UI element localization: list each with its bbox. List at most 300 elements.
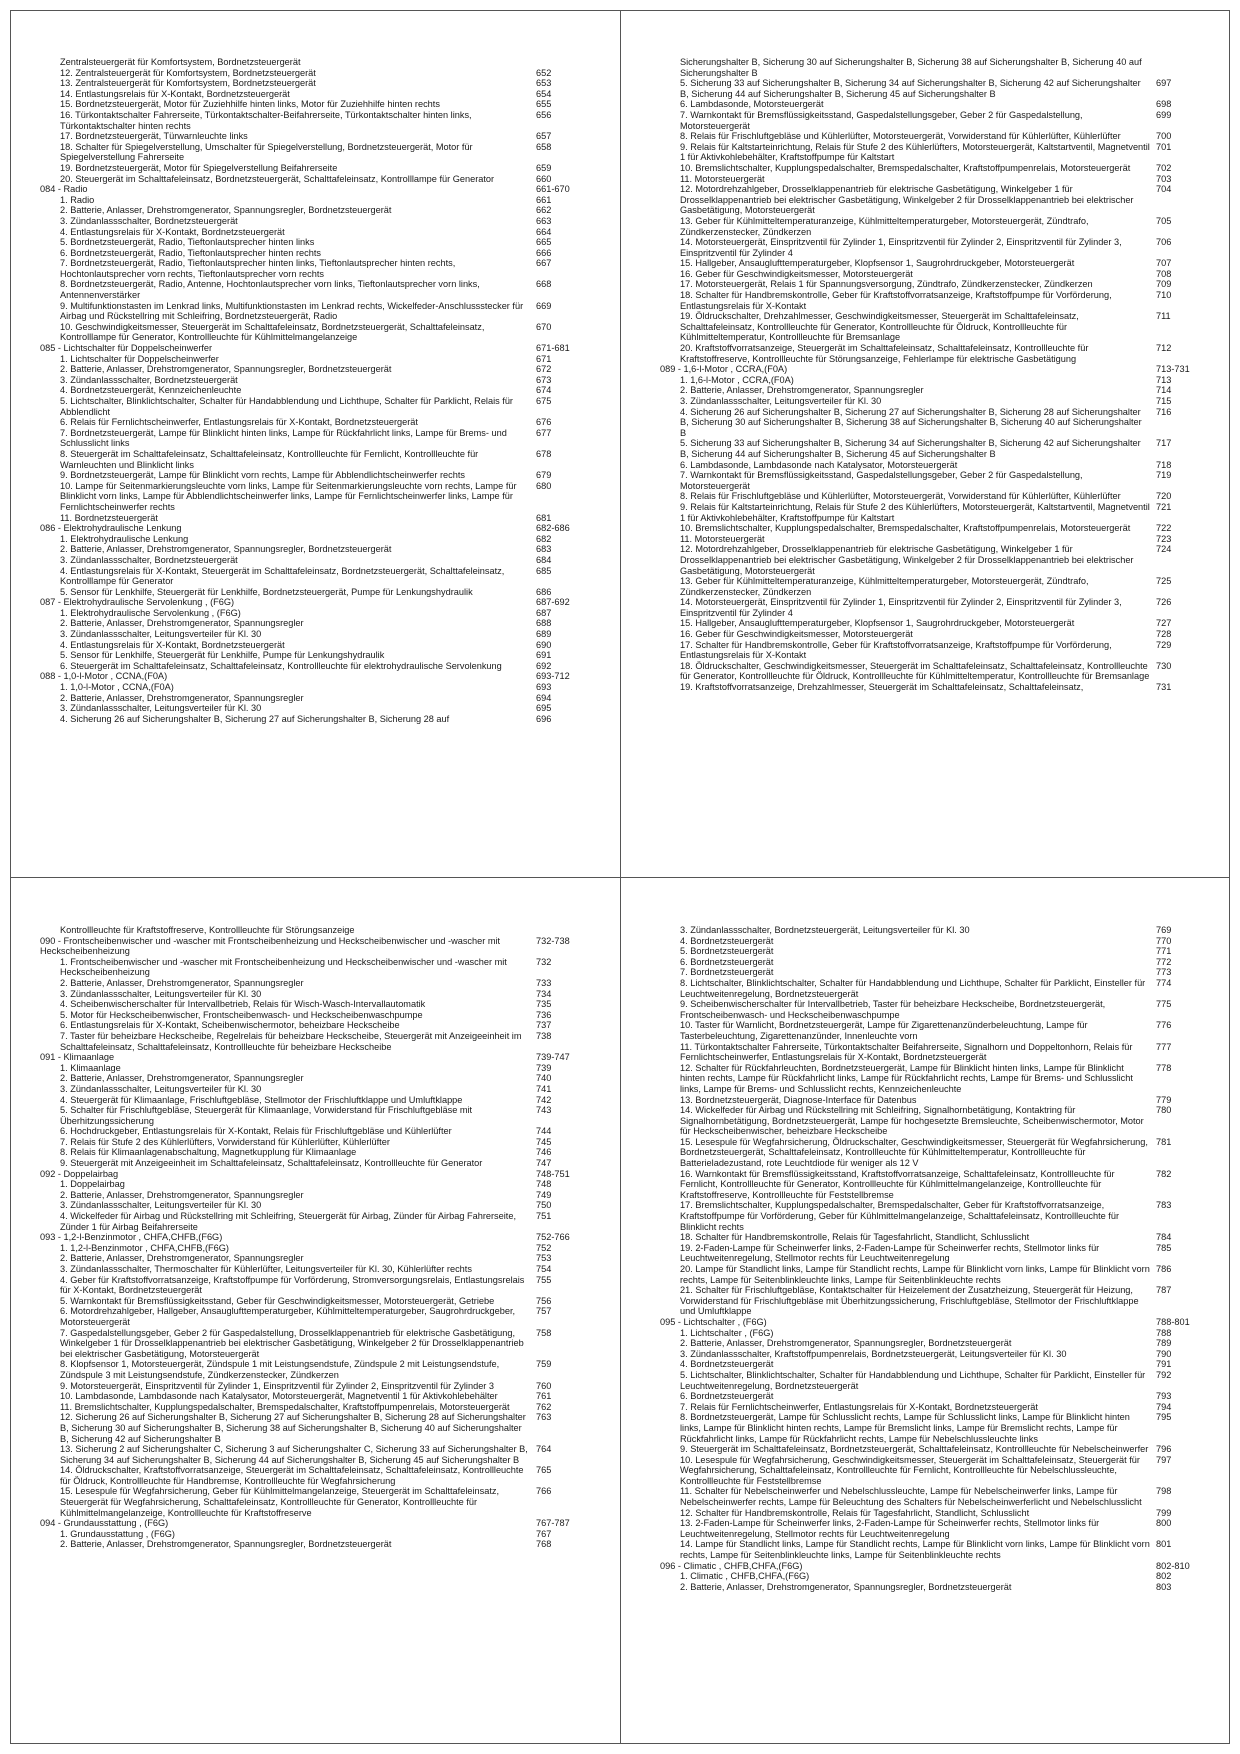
toc-entry-page-number: 774 xyxy=(1156,977,1172,988)
toc-entry-title: 11. Schalter für Nebelscheinwerfer und Nebelschlussleuchte, Lampe für Nebelscheinwerfer links, Lampe für Nebelscheinwerfer rechts, Lampe für Beleuchtung des Schalters für Nebelscheinwerferlicht und Nebelschlusslicht xyxy=(680,1486,1142,1508)
toc-entry-title: 3. Zündanlassschalter, Leitungsverteiler für Kl. 30 xyxy=(60,988,262,999)
toc-entry-title: 19. 2-Faden-Lampe für Scheinwerfer links, 2-Faden-Lampe für Scheinwerfer rechts, Stellmotor links für Leuchtweitenregelung, Stellmotor rechts für Leuchtweitenregelung xyxy=(680,1242,1100,1264)
toc-entry xyxy=(660,279,1240,290)
toc-entry xyxy=(40,301,620,322)
toc-section-heading xyxy=(40,343,620,354)
toc-section-heading xyxy=(40,1232,620,1243)
toc-entry-title: 2. Batterie, Anlasser, Drehstromgenerator, Spannungsregler xyxy=(60,618,304,629)
toc-entry-page-number: 669 xyxy=(536,300,552,311)
toc-entry-page-number: 744 xyxy=(536,1126,552,1137)
toc-entry xyxy=(660,110,1240,131)
toc-entry-title: 7. Bordnetzsteuergerät, Radio, Tieftonlautsprecher hinten links, Tieftonlautsprecher hinten rechts, Hochtonlautsprecher vorn rechts, Tieftonlautsprecher vorn rechts xyxy=(60,258,456,279)
toc-entry-page-number: 788 xyxy=(1156,1327,1172,1338)
toc-entry-page-number xyxy=(536,925,620,936)
toc-entry-page-number: 726 xyxy=(1156,597,1172,608)
toc-entry-title: 20. Kraftstoffvorratsanzeige, Steuergerät im Schalttafeleinsatz, Schalttafeleinsatz, Kontrollleuchte für Kraftstoffreserve, Kontrollleuchte für Störungsanzeige, Fehlerlampe für elektrische Gasbetätigung xyxy=(680,343,1089,364)
toc-entry-title: 9. Motorsteuergerät, Einspritzventil für Zylinder 1, Einspritzventil für Zylinder 2, Einspritzventil für Zylinder 3 xyxy=(60,1380,495,1391)
toc-entry xyxy=(660,385,1240,396)
toc-entry-page-number: 735 xyxy=(536,999,552,1010)
toc-entry xyxy=(660,544,1240,576)
toc-entry-title: 6. Bordnetzsteuergerät xyxy=(680,1391,774,1402)
toc-entry-title: 7. Warnkontakt für Bremsflüssigkeitsstand, Gaspedalstellungsgeber, Geber 2 für Gaspedalstellung, Motorsteuergerät xyxy=(680,109,1083,131)
toc-entry-page-number: 769 xyxy=(1156,925,1172,935)
toc-entry-title: 4. Entlastungsrelais für X-Kontakt, Bordnetzsteuergerät xyxy=(60,226,285,237)
toc-entry-title: 17. Bremslichtschalter, Kupplungspedalschalter, Bremspedalschalter, Geber für Kraftstoffvorratsanzeige, Kraftstoffpumpe für Vorförderung, Geber für Kühlmittelmangelanzeige, Schalttafeleinsatz, Kontrollleuchte für Blinklicht rechts xyxy=(680,1200,1120,1232)
toc-entry-title: 13. Bordnetzsteuergerät, Diagnose-Interface für Datenbus xyxy=(680,1094,917,1105)
toc-entry-page-number: 798 xyxy=(1156,1486,1172,1497)
toc-entry-title: 093 - 1,2-l-Benzinmotor , CHFA,CHFB,(F6G) xyxy=(40,1232,223,1243)
toc-entry-page-number: 688 xyxy=(536,618,552,629)
toc-entry-page-number: 751 xyxy=(536,1211,552,1222)
toc-entry xyxy=(40,1084,620,1095)
toc-entry-title: Zentralsteuergerät für Komfortsystem, Bordnetzsteuergerät xyxy=(60,57,301,67)
toc-entry xyxy=(660,1063,1240,1095)
toc-entry-page-number: 692 xyxy=(536,660,552,671)
toc-entry-page-number: 655 xyxy=(536,99,552,110)
toc-entry xyxy=(40,248,620,259)
toc-entry-page-number: 745 xyxy=(536,1136,552,1147)
toc-entry-page-number: 661 xyxy=(536,194,552,205)
toc-entry xyxy=(40,174,620,185)
toc-entry xyxy=(660,1539,1240,1560)
toc-entry-title: 2. Batterie, Anlasser, Drehstromgenerator, Spannungsregler, Bordnetzsteuergerät xyxy=(60,1539,392,1550)
toc-entry-page-number: 743 xyxy=(536,1105,552,1116)
toc-entry-page-number: 802-810 xyxy=(1156,1560,1190,1571)
toc-entry-page-number: 801 xyxy=(1156,1539,1172,1550)
toc-entry-title: 13. 2-Faden-Lampe für Scheinwerfer links, 2-Faden-Lampe für Scheinwerfer rechts, Stellmotor links für Leuchtweitenregelung, Stellmotor rechts für Leuchtweitenregelung xyxy=(680,1518,1100,1539)
toc-entry-page-number: 675 xyxy=(536,396,552,406)
toc-entry-page-number: 797 xyxy=(1156,1454,1172,1465)
toc-entry-title: 17. Motorsteuergerät, Relais 1 für Spannungsversorgung, Zündtrafo, Zündkerzenstecker, Zündkerzen xyxy=(680,279,1093,290)
toc-entry-page-number: 673 xyxy=(536,374,552,385)
toc-entry xyxy=(660,1508,1240,1519)
toc-entry-title: 1. 1,2-l-Benzinmotor , CHFA,CHFB,(F6G) xyxy=(60,1242,229,1253)
toc-entry-page-number xyxy=(536,57,620,68)
toc-entry-page-number: 776 xyxy=(1156,1020,1172,1031)
toc-entry-page-number: 658 xyxy=(536,141,552,152)
toc-entry-page-number: 794 xyxy=(1156,1401,1172,1412)
toc-entry-title: 14. Öldruckschalter, Kraftstoffvorratsanzeige, Steuergerät im Schalttafeleinsatz, Schalttafeleinsatz, Kontrollleuchte für Öldruck, Kontrollleuchte für Handbremse, Kontrollleuchte für Wegfahrsicherung xyxy=(60,1465,524,1486)
toc-section-heading xyxy=(660,1561,1240,1572)
toc-entry-title: 12. Motordrehzahlgeber, Drosselklappenantrieb für elektrische Gasbetätigung, Winkelgeber 1 für Drosselklappenantrieb bei elektrischer Gasbetätigung, Winkelgeber 2 für Drosselklappenantrieb bei elektrischer Gasbetätigung, Motorsteuergerät xyxy=(680,184,1134,216)
toc-entry-page-number: 691 xyxy=(536,650,552,661)
toc-entry xyxy=(660,618,1240,629)
toc-entry-title: 4. Scheibenwischerschalter für Intervallbetrieb, Relais für Wisch-Wasch-Intervallautomatik xyxy=(60,999,426,1010)
toc-entry xyxy=(40,989,620,1000)
toc-entry xyxy=(660,502,1240,523)
toc-entry-title: 9. Scheibenwischerschalter für Intervallbetrieb, Taster für beheizbare Heckscheibe, Bordnetzsteuergerät, Frontscheibenwasch- und Heckscheibenwaschpumpe xyxy=(680,999,1106,1020)
toc-entry-page-number: 699 xyxy=(1156,109,1172,120)
toc-entry-page-number: 753 xyxy=(536,1253,552,1264)
toc-entry xyxy=(660,1391,1240,1402)
toc-entry xyxy=(40,1243,620,1254)
toc-entry xyxy=(660,576,1240,597)
toc-entry-page-number: 659 xyxy=(536,162,552,173)
toc-entry-page-number: 732 xyxy=(536,956,552,967)
toc-entry-page-number: 662 xyxy=(536,205,552,216)
toc-entry-title: 085 - Lichtschalter für Doppelscheinwerfer xyxy=(40,343,213,354)
toc-entry-page-number: 694 xyxy=(536,692,552,703)
toc-entry-title: 3. Zündanlassschalter, Leitungsverteiler für Kl. 30 xyxy=(680,396,882,406)
toc-entry xyxy=(40,534,620,545)
toc-entry xyxy=(660,1455,1240,1487)
toc-entry-page-number: 713-731 xyxy=(1156,364,1190,375)
toc-entry-title: 5. Warnkontakt für Bremsflüssigkeitsstand, Geber für Geschwindigkeitsmesser, Motorsteuergerät, Getriebe xyxy=(60,1295,495,1306)
toc-entry xyxy=(40,1465,620,1486)
toc-entry-title: 15. Lesespule für Wegfahrsicherung, Öldruckschalter, Geschwindigkeitsmesser, Steuergerät für Wegfahrsicherung, Bordnetzsteuergerät, Schalttafeleinsatz, Kontrollleuchte für Kühlmitteltemperatur, Kontrollleuchte für Batterieladezustand, rote Leuchtdiode für weniger als 12 V xyxy=(680,1136,1148,1169)
toc-entry xyxy=(660,925,1240,936)
toc-entry-title: 4. Bordnetzsteuergerät, Kennzeichenleuchte xyxy=(60,385,242,396)
toc-entry xyxy=(660,1582,1240,1593)
toc-entry-title: 5. Motor für Heckscheibenwischer, Frontscheibenwasch- und Heckscheibenwaschpumpe xyxy=(60,1009,423,1020)
toc-entry-title: 3. Zündanlassschalter, Leitungsverteiler für Kl. 30 xyxy=(60,703,262,714)
toc-entry xyxy=(40,1063,620,1074)
toc-entry-title: 1. Frontscheibenwischer und -wascher mit Frontscheibenheizung und Heckscheibenwischer und -wascher mit Heckscheibenheizung xyxy=(60,956,507,978)
toc-entry xyxy=(40,1073,620,1084)
toc-entry-title: 16. Geber für Geschwindigkeitsmesser, Motorsteuergerät xyxy=(680,268,913,279)
toc-entry-title: 8. Relais für Klimaanlagenabschaltung, Magnetkupplung für Klimaanlage xyxy=(60,1147,357,1158)
toc-entry xyxy=(40,957,620,978)
toc-entry xyxy=(40,1529,620,1540)
toc-entry-page-number: 723 xyxy=(1156,533,1172,544)
toc-entry-title: 6. Bordnetzsteuergerät xyxy=(680,956,774,967)
toc-entry xyxy=(660,1137,1240,1169)
toc-entry-title: 5. Bordnetzsteuergerät xyxy=(680,946,774,957)
toc-entry-title: 1. Climatic , CHFB,CHFA,(F6G) xyxy=(680,1571,810,1582)
toc-entry xyxy=(660,999,1240,1020)
toc-entry xyxy=(40,131,620,142)
toc-entry-page-number: 671-681 xyxy=(536,343,570,354)
toc-entry-page-number: 686 xyxy=(536,586,552,597)
toc-entry-page-number: 700 xyxy=(1156,131,1172,142)
toc-entry xyxy=(40,608,620,619)
toc-entry-page-number: 780 xyxy=(1156,1105,1172,1116)
toc-entry xyxy=(40,205,620,216)
toc-entry-page-number: 750 xyxy=(536,1200,552,1211)
toc-entry xyxy=(40,227,620,238)
toc-entry-title: 20. Lampe für Standlicht links, Lampe für Standlicht rechts, Lampe für Blinklicht vorn links, Lampe für Blinklicht vorn rechts, Lampe für Seitenblinkleuchte links, Lampe für Seitenblinkleuchte rechts xyxy=(680,1264,1150,1285)
toc-entry xyxy=(40,89,620,100)
toc-entry-page-number: 714 xyxy=(1156,385,1172,396)
toc-entry xyxy=(660,534,1240,545)
toc-entry-page-number: 739 xyxy=(536,1062,552,1073)
toc-entry xyxy=(40,661,620,672)
toc-entry-title: 5. Lichtschalter, Blinklichtschalter, Schalter für Handabblendung und Lichthupe, Schalter für Parklicht, Relais für Abblendlicht xyxy=(60,396,513,417)
toc-entry xyxy=(660,375,1240,386)
toc-entry xyxy=(660,184,1240,216)
toc-entry xyxy=(40,396,620,417)
toc-entry-title: 6. Lambdasonde, Lambdasonde nach Katalysator, Motorsteuergerät xyxy=(680,459,958,470)
toc-entry xyxy=(40,1306,620,1327)
toc-entry-page-number: 703 xyxy=(1156,173,1172,184)
toc-entry xyxy=(40,544,620,555)
toc-entry-title: 5. Sensor für Lenkhilfe, Steuergerät für Lenkhilfe, Bordnetzsteuergerät, Pumpe für Lenkungshydraulik xyxy=(60,586,473,597)
toc-entry xyxy=(40,417,620,428)
toc-entry xyxy=(40,1031,620,1052)
toc-entry-title: 13. Geber für Kühlmitteltemperaturanzeige, Kühlmitteltemperaturgeber, Motorsteuergerät, Zündtrafo, Zündkerzenstecker, Zündkerzen xyxy=(680,215,1089,237)
toc-entry xyxy=(660,1232,1240,1243)
toc-entry-title: 5. Bordnetzsteuergerät, Radio, Tieftonlautsprecher hinten links xyxy=(60,237,315,248)
toc-entry-title: 6. Hochdruckgeber, Entlastungsrelais für X-Kontakt, Relais für Frischluftgebläse und Kühlerlüfter xyxy=(60,1126,452,1137)
toc-entry xyxy=(660,1285,1240,1317)
toc-entry-title: 20. Steuergerät im Schalttafeleinsatz, Bordnetzsteuergerät, Schalttafeleinsatz, Kontrolllampe für Generator xyxy=(60,173,495,184)
toc-entry-page-number: 666 xyxy=(536,247,552,258)
toc-entry-title: 9. Bordnetzsteuergerät, Lampe für Blinklicht vorn rechts, Lampe für Abblendlichtscheinwerfer rechts xyxy=(60,470,465,481)
toc-entry-page-number: 716 xyxy=(1156,406,1172,417)
toc-entry-page-number: 741 xyxy=(536,1083,552,1094)
toc-entry-title: 8. Klopfsensor 1, Motorsteuergerät, Zündspule 1 mit Leistungsendstufe, Zündspule 2 mit Leistungsendstufe, Zündspule 3 mit Leistungsendstufe, Zündkerzenstecker, Zündkerzen xyxy=(60,1359,500,1380)
toc-entry xyxy=(40,1412,620,1444)
toc-entry-title: 10. Lesespule für Wegfahrsicherung, Geschwindigkeitsmesser, Steuergerät im Schalttafeleinsatz, Steuergerät für Wegfahrsicherung, Schalttafeleinsatz, Kontrollleuchte für Fernlicht, Kontrollleuchte für Nebelschlussleuchte, Kontrollleuchte für Feststellbremse xyxy=(680,1454,1140,1486)
toc-entry-title: 8. Bordnetzsteuergerät, Lampe für Schlusslicht rechts, Lampe für Schlusslicht links, Lampe für Blinklicht hinten links, Lampe für Blinklicht hinten rechts, Lampe für Bremslicht links, Lampe für Bremslicht rechts, Lampe für Rückfahrlicht links, Lampe für Rückfahrlicht rechts, Lampe für Nebelschlussleuchte links xyxy=(680,1412,1130,1444)
toc-entry-page-number: 684 xyxy=(536,554,552,565)
toc-entry-page-number: 670 xyxy=(536,321,552,332)
toc-entry xyxy=(660,682,1240,693)
toc-entry xyxy=(660,343,1240,364)
toc-entry xyxy=(40,650,620,661)
toc-entry-page-number: 793 xyxy=(1156,1391,1172,1402)
toc-entry xyxy=(40,1296,620,1307)
toc-entry-page-number: 762 xyxy=(536,1401,552,1412)
toc-entry-page-number: 717 xyxy=(1156,438,1172,449)
toc-entry xyxy=(40,925,620,936)
toc-entry-page-number: 730 xyxy=(1156,660,1172,671)
toc-entry xyxy=(660,1412,1240,1444)
toc-entry-page-number: 693 xyxy=(536,682,552,693)
toc-entry xyxy=(660,1518,1240,1539)
toc-entry-page-number: 773 xyxy=(1156,967,1172,978)
toc-entry xyxy=(40,513,620,524)
toc-entry xyxy=(660,1042,1240,1063)
toc-entry-title: 16. Geber für Geschwindigkeitsmesser, Motorsteuergerät xyxy=(680,629,913,640)
toc-entry-page-number: 652 xyxy=(536,67,552,78)
toc-entry xyxy=(40,354,620,365)
toc-entry-title: 087 - Elektrohydraulische Servolenkung , (F6G) xyxy=(40,597,235,608)
toc-entry-page-number: 778 xyxy=(1156,1062,1172,1073)
toc-entry xyxy=(40,78,620,89)
toc-entry-page-number: 782 xyxy=(1156,1168,1172,1179)
toc-entry-page-number: 756 xyxy=(536,1295,552,1306)
toc-entry-title: 7. Relais für Stufe 2 des Kühlerlüfters, Vorwiderstand für Kühlerlüfter, Kühlerlüfter xyxy=(60,1136,390,1147)
toc-entry xyxy=(660,1370,1240,1391)
toc-entry-page-number: 802 xyxy=(1156,1571,1172,1582)
toc-entry-page-number: 732-738 xyxy=(536,935,570,946)
toc-entry-title: 7. Gaspedalstellungsgeber, Geber 2 für Gaspedalstellung, Drosselklappenantrieb für elektrische Gasbetätigung, Winkelgeber 1 für Drosselklappenantrieb bei elektrischer Gasbetätigung, Winkelgeber 2 für Drosselklappenantrieb bei elektrischer Gasbetätigung, Motorsteuergerät xyxy=(60,1327,524,1359)
toc-entry-page-number: 674 xyxy=(536,385,552,396)
toc-entry xyxy=(660,269,1240,280)
toc-entry xyxy=(40,364,620,375)
toc-entry-page-number: 687-692 xyxy=(536,597,570,608)
toc-entry xyxy=(40,1126,620,1137)
toc-entry-title: 4. Steuergerät für Klimaanlage, Frischluftgebläse, Stellmotor der Frischluftklappe und Umluftklappe xyxy=(60,1094,463,1105)
toc-entry-page-number: 770 xyxy=(1156,935,1172,946)
toc-entry-title: 5. Sensor für Lenkhilfe, Steuergerät für Lenkhilfe, Pumpe für Lenkungshydraulik xyxy=(60,650,385,661)
toc-entry xyxy=(660,1095,1240,1106)
toc-entry xyxy=(40,57,620,68)
toc-entry-title: 4. Sicherung 26 auf Sicherungshalter B, Sicherung 27 auf Sicherungshalter B, Sicherung 28 auf Sicherungshalter B, Sicherung 30 auf Sicherungshalter B, Sicherung 38 auf Sicherungshalter B, Sicherung 40 auf Sicherungshalter B xyxy=(680,406,1142,438)
toc-entry-title: 7. Relais für Fernlichtscheinwerfer, Entlastungsrelais für X-Kontakt, Bordnetzsteuergerät xyxy=(680,1401,1038,1412)
toc-entry-page-number: 709 xyxy=(1156,279,1172,290)
toc-entry-page-number: 679 xyxy=(536,470,552,481)
toc-entry-page-number: 771 xyxy=(1156,946,1172,957)
toc-entry-page-number: 722 xyxy=(1156,523,1172,534)
toc-entry xyxy=(660,1402,1240,1413)
toc-entry-page-number: 799 xyxy=(1156,1507,1172,1518)
toc-entry-page-number: 775 xyxy=(1156,999,1172,1010)
toc-entry-page-number: 759 xyxy=(536,1359,552,1370)
toc-entry-title: 8. Bordnetzsteuergerät, Radio, Antenne, Hochtonlautsprecher vorn links, Tieftonlautsprecher vorn links, Antennenverstärker xyxy=(60,279,480,301)
toc-entry-page-number: 677 xyxy=(536,427,552,438)
toc-entry-page-number: 739-747 xyxy=(536,1052,570,1063)
toc-entry-title: 16. Türkontaktschalter Fahrerseite, Türkontaktschalter-Beifahrerseite, Türkontaktschalter hinten links, Türkontaktschalter hinten rechts xyxy=(60,109,472,131)
toc-entry-page-number: 710 xyxy=(1156,290,1172,301)
toc-entry xyxy=(40,640,620,651)
toc-entry xyxy=(40,258,620,279)
toc-entry-page-number: 789 xyxy=(1156,1338,1172,1349)
toc-entry-title: 089 - 1,6-l-Motor , CCRA,(F0A) xyxy=(660,364,788,375)
toc-entry-page-number: 777 xyxy=(1156,1041,1172,1052)
toc-entry-page-number: 715 xyxy=(1156,396,1172,406)
toc-entry-title: 11. Motorsteuergerät xyxy=(680,533,765,544)
toc-entry-title: 2. Batterie, Anlasser, Drehstromgenerator, Spannungsregler, Bordnetzsteuergerät xyxy=(60,364,392,375)
toc-entry-page-number: 720 xyxy=(1156,491,1172,502)
toc-entry xyxy=(40,1381,620,1392)
toc-entry-page-number: 681 xyxy=(536,512,552,523)
toc-entry-page-number: 718 xyxy=(1156,459,1172,470)
toc-entry-page-number: 783 xyxy=(1156,1200,1172,1211)
toc-entry-page-number: 689 xyxy=(536,629,552,640)
toc-entry xyxy=(40,1253,620,1264)
toc-entry-title: 091 - Klimaanlage xyxy=(40,1052,115,1063)
toc-entry xyxy=(40,1147,620,1158)
toc-entry xyxy=(40,1105,620,1126)
toc-entry-title: 18. Öldruckschalter, Geschwindigkeitsmesser, Steuergerät im Schalttafeleinsatz, Schalttafeleinsatz, Kontrollleuchte für Generator, Kontrollleuchte für Öldruck, Kontrollleuchte für Kühlmitteltemperatur, Kontrollleuchte für Bremsanlage xyxy=(680,660,1150,682)
toc-entry xyxy=(660,1169,1240,1201)
toc-entry-page-number: 683 xyxy=(536,544,552,555)
toc-entry-page-number: 704 xyxy=(1156,184,1172,195)
toc-entry-title: 5. Sicherung 33 auf Sicherungshalter B, Sicherung 34 auf Sicherungshalter B, Sicherung 42 auf Sicherungshalter B, Sicherung 44 auf Sicherungshalter B, Sicherung 45 auf Sicherungshalter B xyxy=(680,78,1141,99)
toc-entry xyxy=(660,523,1240,534)
toc-entry xyxy=(660,174,1240,185)
toc-entry-title: 6. Relais für Fernlichtscheinwerfer, Entlastungsrelais für X-Kontakt, Bordnetzsteuergerät xyxy=(60,417,418,428)
toc-entry xyxy=(660,629,1240,640)
toc-entry-page-number: 707 xyxy=(1156,258,1172,269)
toc-entry xyxy=(40,1211,620,1232)
toc-entry xyxy=(40,1444,620,1465)
toc-entry-page-number: 796 xyxy=(1156,1444,1172,1455)
toc-entry-page-number: 792 xyxy=(1156,1369,1172,1380)
toc-entry-title: 4. Bordnetzsteuergerät xyxy=(680,1359,774,1370)
toc-section-heading xyxy=(660,364,1240,375)
toc-entry-page-number: 687 xyxy=(536,607,552,618)
toc-entry-title: 7. Bordnetzsteuergerät xyxy=(680,967,774,978)
toc-entry-page-number: 693-712 xyxy=(536,671,570,682)
toc-entry-title: 15. Lesespule für Wegfahrsicherung, Geber für Kühlmittelmangelanzeige, Steuergerät im Schalttafeleinsatz, Steuergerät für Wegfahrsicherung, Schalttafeleinsatz, Kontrollleuchte für Generator, Kontrollleuchte für Kühlmittelmangelanzeige, Kontrollleuchte für Kraftstoffreserve xyxy=(60,1486,500,1518)
toc-entry xyxy=(660,491,1240,502)
toc-entry xyxy=(660,99,1240,110)
toc-entry-title: 6. Steuergerät im Schalttafeleinsatz, Schalttafeleinsatz, Kontrollleuchte für elektrohydraulische Servolenkung xyxy=(60,660,502,671)
toc-entry xyxy=(40,1137,620,1148)
toc-entry-title: 12. Schalter für Rückfahrleuchten, Bordnetzsteuergerät, Lampe für Blinklicht hinten links, Lampe für Blinklicht hinten rechts, Lampe für Rückfahrlicht links, Lampe für Rückfahrlicht rechts, Lampe für Brems- und Schlusslicht links, Lampe für Brems- und Schlusslicht rechts, Kennzeichenleuchte xyxy=(680,1062,1133,1094)
toc-entry xyxy=(660,1444,1240,1455)
toc-entry xyxy=(40,1179,620,1190)
toc-entry-title: 7. Warnkontakt für Bremsflüssigkeitsstand, Gaspedalstellungsgeber, Geber 2 für Gaspedalstellung, Motorsteuergerät xyxy=(680,470,1083,491)
toc-entry xyxy=(660,597,1240,618)
toc-entry xyxy=(660,1328,1240,1339)
toc-entry-title: 3. Zündanlassschalter, Bordnetzsteuergerät xyxy=(60,215,238,226)
toc-entry-page-number: 734 xyxy=(536,988,552,999)
toc-entry-page-number: 766 xyxy=(536,1486,552,1497)
toc-entry-page-number: 701 xyxy=(1156,141,1172,152)
toc-entry-title: 18. Schalter für Handbremskontrolle, Relais für Tagesfahrlicht, Standlicht, Schlusslicht xyxy=(680,1232,1030,1243)
toc-entry xyxy=(660,163,1240,174)
toc-entry-page-number: 786 xyxy=(1156,1264,1172,1274)
toc-entry xyxy=(40,1158,620,1169)
toc-entry xyxy=(40,68,620,79)
toc-entry xyxy=(660,1243,1240,1264)
toc-entry-page-number: 682-686 xyxy=(536,523,570,534)
toc-entry-title: 7. Bordnetzsteuergerät, Lampe für Blinklicht hinten links, Lampe für Rückfahrlicht links, Lampe für Brems- und Schlusslicht links xyxy=(60,427,507,449)
toc-entry-title: 2. Batterie, Anlasser, Drehstromgenerator, Spannungsregler xyxy=(60,977,304,988)
toc-section-heading xyxy=(40,936,620,957)
toc-entry-page-number: 702 xyxy=(1156,162,1172,173)
toc-entry xyxy=(40,375,620,386)
toc-entry xyxy=(40,110,620,131)
toc-entry xyxy=(40,1328,620,1360)
toc-entry xyxy=(40,682,620,693)
toc-entry-page-number: 757 xyxy=(536,1306,552,1317)
toc-entry-page-number: 790 xyxy=(1156,1348,1172,1359)
toc-entry-title: 13. Zentralsteuergerät für Komfortsystem, Bordnetzsteuergerät xyxy=(60,78,316,89)
toc-entry-title: 4. Geber für Kraftstoffvorratsanzeige, Kraftstoffpumpe für Vorförderung, Stromversorgungsrelais, Entlastungsrelais für X-Kontakt, Bordnetzsteuergerät xyxy=(60,1274,525,1296)
toc-entry-title: 16. Warnkontakt für Bremsflüssigkeitsstand, Kraftstoffvorratsanzeige, Schalttafeleinsatz, Kontrollleuchte für Fernlicht, Kontrollleuchte für Generator, Kontrollleuchte für Kühlmittelmangelanzeige, Kontrollleuchte für Kraftstoffreserve, Kontrollleuchte für Feststellbremse xyxy=(680,1168,1115,1200)
toc-entry-title: 1. Elektrohydraulische Servolenkung , (F6G) xyxy=(60,607,241,618)
toc-section-heading xyxy=(40,523,620,534)
toc-entry-title: 4. Bordnetzsteuergerät xyxy=(680,935,774,946)
toc-entry xyxy=(40,279,620,300)
toc-entry-page-number: 800 xyxy=(1156,1518,1172,1529)
toc-entry-page-number: 768 xyxy=(536,1539,552,1550)
toc-entry-page-number: 767 xyxy=(536,1528,552,1539)
toc-entry-title: 13. Geber für Kühlmitteltemperaturanzeige, Kühlmitteltemperaturgeber, Motorsteuergerät, Zündtrafo, Zündkerzenstecker, Zündkerzen xyxy=(680,576,1089,597)
toc-entry-page-number: 678 xyxy=(536,448,552,459)
toc-entry xyxy=(40,566,620,587)
toc-entry-page-number: 772 xyxy=(1156,956,1172,967)
toc-entry-title: 12. Sicherung 26 auf Sicherungshalter B, Sicherung 27 auf Sicherungshalter B, Sicherung 28 auf Sicherungshalter B, Sicherung 30 auf Sicherungshalter B, Sicherung 38 auf Sicherungshalter B, Sicherung 40 auf Sicherungshalter B, Sicherung 42 auf Sicherungshalter B xyxy=(60,1412,526,1444)
toc-entry-title: 9. Steuergerät mit Anzeigeeinheit im Schalttafeleinsatz, Schalttafeleinsatz, Kontrollleuchte für Generator xyxy=(60,1158,483,1169)
toc-entry-page-number: 788-801 xyxy=(1156,1316,1190,1327)
toc-entry xyxy=(660,1486,1240,1507)
toc-entry-page-number: 713 xyxy=(1156,374,1172,385)
toc-entry xyxy=(660,237,1240,258)
toc-page-bottom-left xyxy=(40,925,620,1695)
toc-entry-title: 14. Wickelfeder für Airbag und Rückstellring mit Schleifring, Signalhornbetätigung, Kontaktring für Signalhornbetätigung, Bordnetzsteuergerät, Lampe für hochgesetzte Bremsleuchte, Scheibenwischermotor, Motor für Heckscheibenwischer, beheizbare Heckscheibe xyxy=(680,1105,1144,1137)
toc-entry-page-number: 729 xyxy=(1156,639,1172,650)
toc-entry-page-number: 698 xyxy=(1156,99,1172,110)
toc-entry xyxy=(660,1349,1240,1360)
toc-entry-title: 14. Motorsteuergerät, Einspritzventil für Zylinder 1, Einspritzventil für Zylinder 2, Einspritzventil für Zylinder 3, Einspritzventil für Zylinder 4 xyxy=(680,237,1122,258)
toc-entry xyxy=(40,1020,620,1031)
toc-entry-page-number: 752 xyxy=(536,1242,552,1253)
toc-entry-title: 19. Bordnetzsteuergerät, Motor für Spiegelverstellung Beifahrerseite xyxy=(60,162,338,173)
toc-entry-page-number: 748-751 xyxy=(536,1168,570,1179)
toc-entry-title: 5. Schalter für Frischluftgebläse, Steuergerät für Klimaanlage, Vorwiderstand für Frischluftgebläse mit Überhitzungssicherung xyxy=(60,1105,473,1126)
toc-entry-page-number: 749 xyxy=(536,1189,552,1200)
toc-entry xyxy=(40,693,620,704)
toc-entry-page-number xyxy=(1156,57,1240,78)
toc-entry-title: 2. Batterie, Anlasser, Drehstromgenerator, Spannungsregler, Bordnetzsteuergerät xyxy=(680,1581,1012,1592)
toc-entry-title: 21. Schalter für Frischluftgebläse, Kontaktschalter für Heizelement der Zusatzheizung, Steuergerät für Heizung, Vorwiderstand für Frischluftgebläse mit Überhitzungssicherung, Frischluftgebläse, Stellmotor der Frischluftklappe und Umluftklappe xyxy=(680,1285,1139,1317)
